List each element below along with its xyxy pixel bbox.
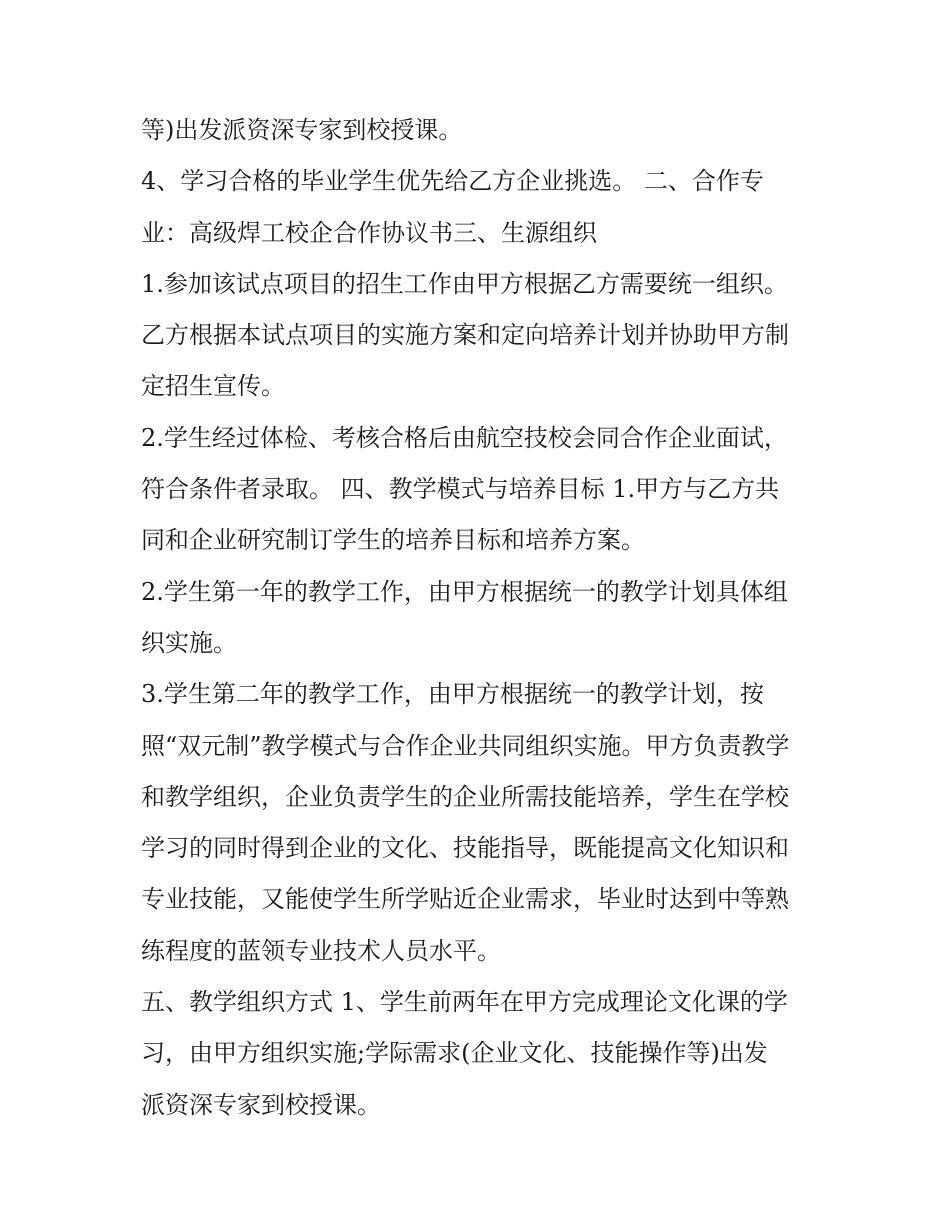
text-line: 等)出发派资深专家到校授课。 [141, 116, 463, 144]
text-line: 五、教学组织方式 1、学生前两年在甲方完成理论文化课的学 [141, 988, 788, 1017]
text-line: 练程度的蓝领专业技术人员水平。 [141, 936, 501, 965]
text-line: 4、学习合格的毕业学生优先给乙方企业挑选。 二、合作专 [141, 167, 764, 196]
text-line: 和教学组织，企业负责学生的企业所需技能培养，学生在学校 [141, 782, 789, 811]
text-line: 1.参加该试点项目的招生工作由甲方根据乙方需要统一组织。 [141, 269, 788, 298]
text-line: 定招生宣传。 [141, 372, 285, 401]
text-line: 3.学生第二年的教学工作，由甲方根据统一的教学计划，按 [141, 680, 764, 709]
text-line: 专业技能，又能使学生所学贴近企业需求，毕业时达到中等熟 [141, 885, 789, 914]
text-line: 习，由甲方组织实施;学际需求(企业文化、技能操作等)出发 [141, 1039, 768, 1068]
text-line: 派资深专家到校授课。 [141, 1090, 381, 1119]
text-line: 同和企业研究制订学生的培养目标和培养方案。 [141, 526, 645, 555]
text-line: 织实施。 [141, 628, 237, 657]
text-line: 乙方根据本试点项目的实施方案和定向培养计划并协助甲方制 [141, 321, 789, 350]
text-line: 照“双元制”教学模式与合作企业共同组织实施。甲方负责教学 [141, 731, 790, 760]
text-line: 符合条件者录取。 四、教学模式与培养目标 1.甲方与乙方共 [141, 475, 780, 504]
document-body [141, 105, 821, 1131]
text-line: 业：高级焊工校企合作协议书三、生源组织 [141, 218, 597, 247]
text-line: 学习的同时得到企业的文化、技能指导，既能提高文化知识和 [141, 834, 789, 863]
text-line: 2.学生经过体检、考核合格后由航空技校会同合作企业面试， [141, 423, 788, 452]
text-line: 2.学生第一年的教学工作，由甲方根据统一的教学计划具体组 [141, 577, 788, 606]
